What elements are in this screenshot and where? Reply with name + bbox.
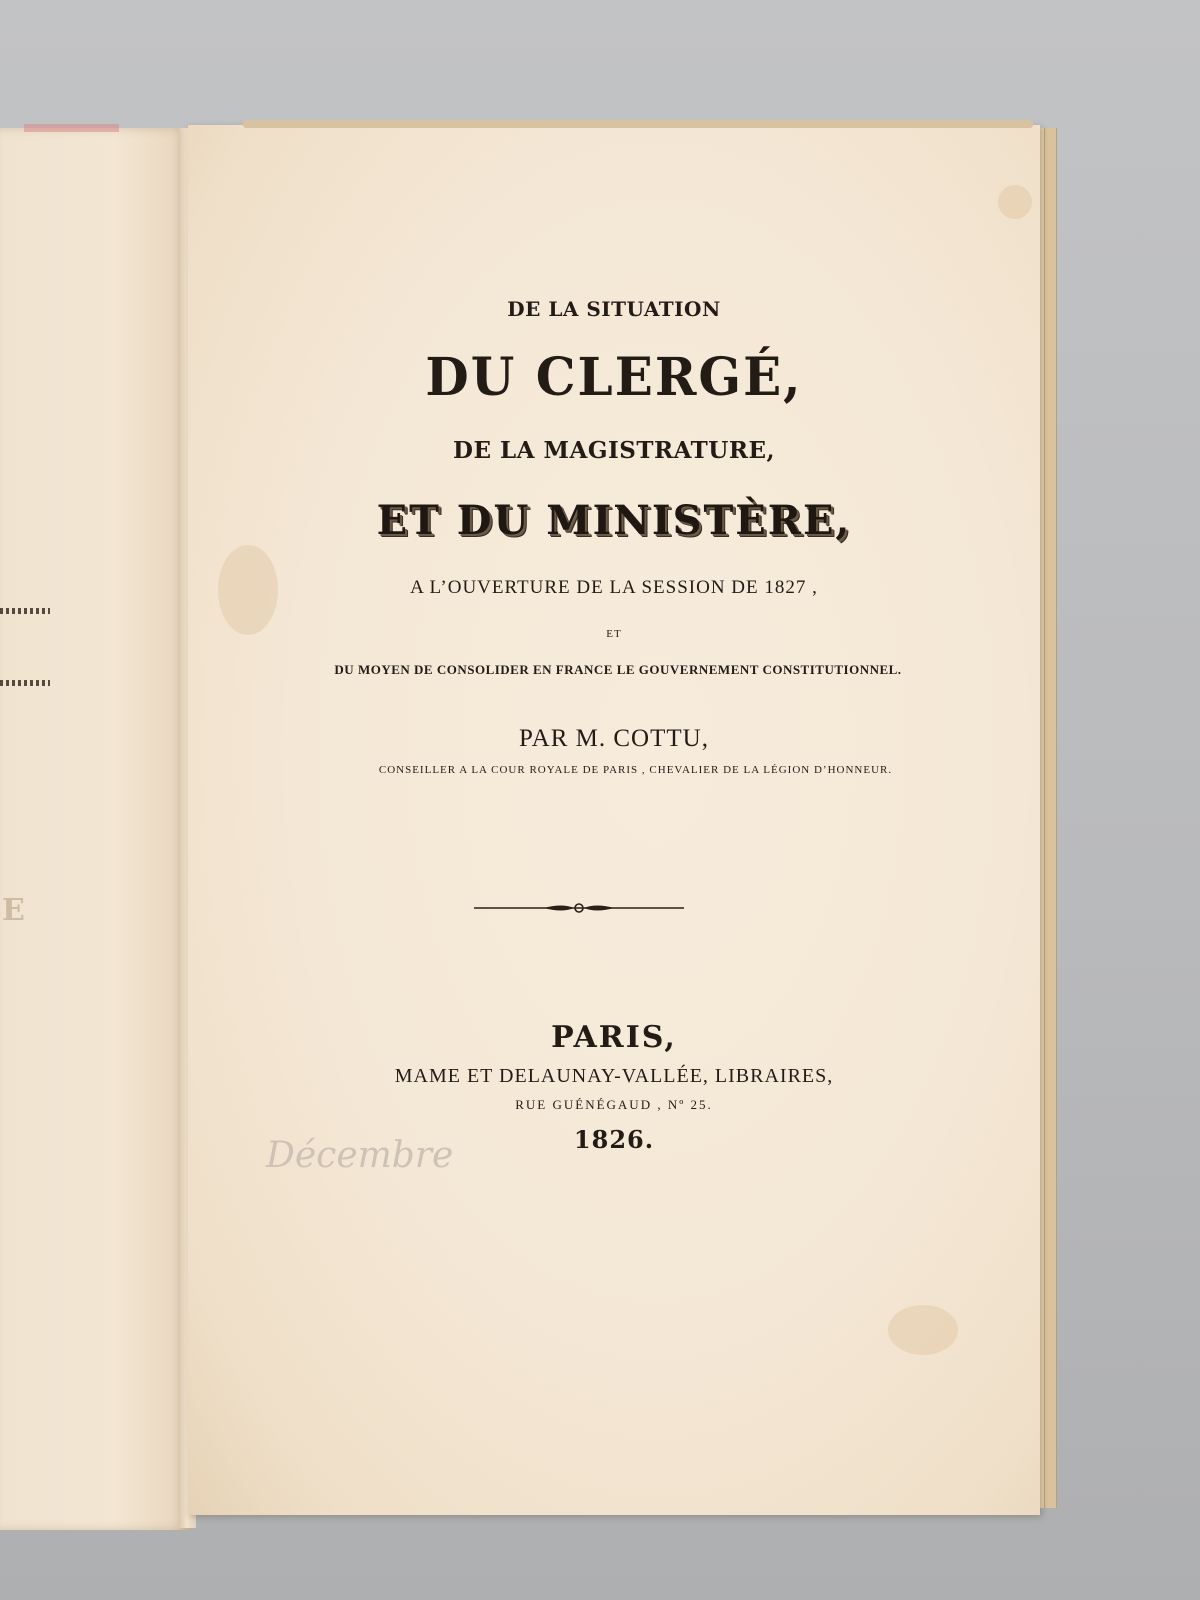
title-line-1: DE LA SITUATION [507,297,721,321]
imprint-city: PARIS, [551,1020,677,1055]
imprint-publisher: MAME ET DELAUNAY-VALLÉE, LIBRAIRES, [394,1065,834,1087]
pencil-annotation: Décembre [266,1135,454,1176]
left-page-show-through: E [2,893,25,928]
foxing-spot [998,185,1032,219]
imprint-address: RUE GUÉNÉGAUD , Nº 25. [515,1097,713,1112]
title-line-2: DU CLERGÉ, [425,345,803,408]
deckled-top-edge [243,120,1033,128]
ornamental-rule [474,901,684,915]
title-line-4: ET DU MINISTÈRE, [376,497,852,544]
author-title: CONSEILLER A LA COUR ROYALE DE PARIS , CHEVALIER DE LA LÉGION D’HONNEUR. [378,764,893,776]
title-page [188,125,1040,1515]
left-page-rule-top [0,608,50,614]
title-line-5: A L’OUVERTURE DE LA SESSION DE 1827 , [410,577,818,598]
left-page-rule-bottom [0,680,50,686]
foxing-spot [888,1305,958,1355]
title-line-3: DE LA MAGISTRATURE, [453,437,775,464]
author-name: PAR M. COTTU, [519,725,709,752]
imprint-year: 1826. [573,1125,655,1154]
title-line-7: DU MOYEN DE CONSOLIDER EN FRANCE LE GOUVERNEMENT CONSTITUTIONNEL. [334,662,902,677]
library-stamp-mark [24,124,119,132]
title-line-6: ET [606,628,622,640]
left-page [0,128,190,1530]
